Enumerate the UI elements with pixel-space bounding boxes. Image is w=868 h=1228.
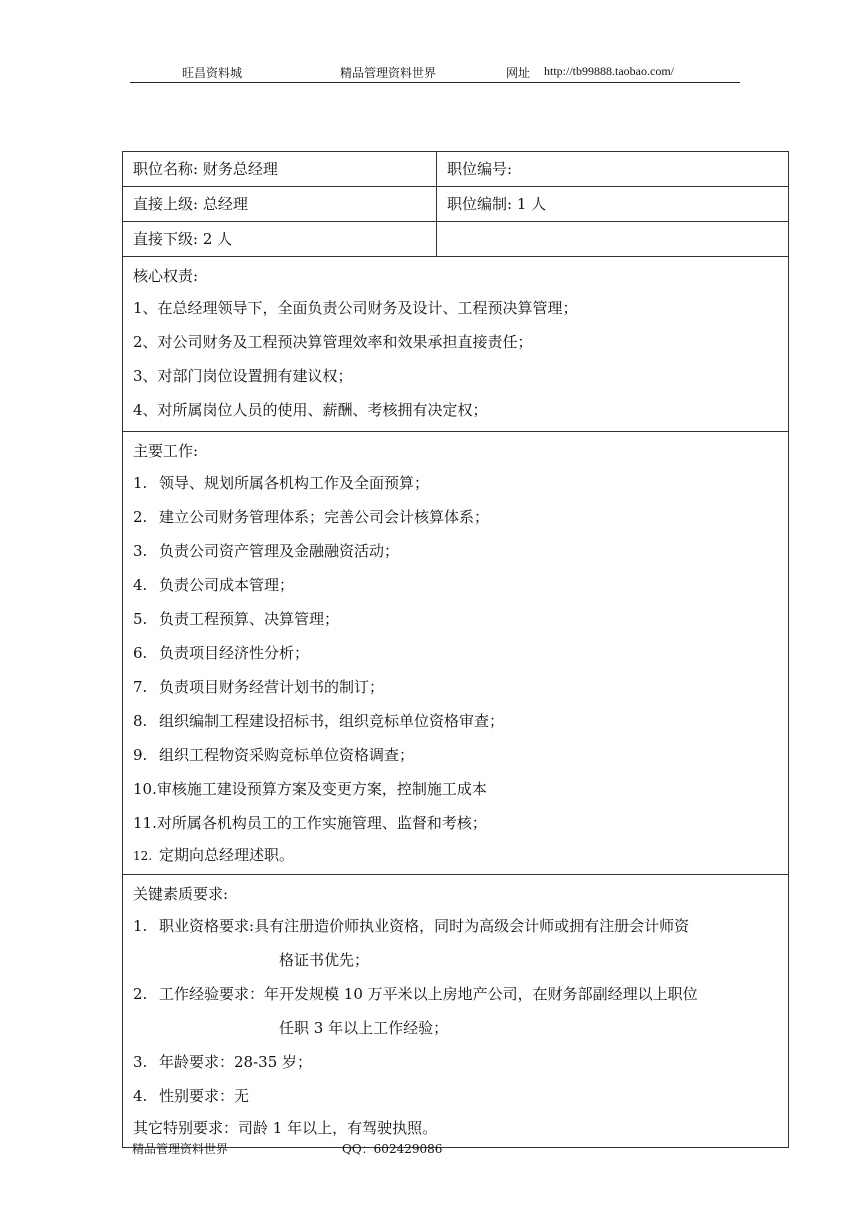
list-item (133, 602, 778, 636)
footer-collection-name: 精品管理资料世界 (132, 1142, 229, 1156)
list-item-text: 定期向总经理述职。 (159, 846, 295, 864)
table-row (123, 432, 789, 875)
requirement-item (133, 1079, 778, 1113)
table-row (123, 257, 789, 432)
requirement-number: 4. (133, 1087, 148, 1105)
list-item (133, 466, 778, 500)
header-url-label: 网址 (506, 66, 531, 80)
requirement-text: 具有注册造价师执业资格，同时为高级会计师或拥有注册会计师资 (254, 917, 690, 935)
list-item (133, 704, 778, 738)
requirement-line (133, 909, 778, 943)
requirement-item (133, 977, 778, 1045)
header-site-name: 旺昌资料城 (182, 66, 243, 80)
core-responsibilities-title: 核心权责: (133, 267, 199, 285)
list-item (133, 772, 778, 806)
requirement-item (133, 1045, 778, 1079)
requirement-label: 工作经验要求： (159, 985, 265, 1003)
empty-cell (437, 222, 789, 257)
list-item: 3、对部门岗位设置拥有建议权； (133, 367, 353, 385)
requirement-label: 职业资格要求: (159, 917, 255, 935)
list-item-number: 6. (133, 644, 148, 662)
main-work-title: 主要工作: (133, 442, 199, 460)
list-item-number: 5. (133, 610, 148, 628)
list-item (133, 534, 778, 568)
list-item-number: 2. (133, 508, 148, 526)
direct-subordinates-cell: 直接下级: 2 人 (123, 222, 437, 257)
requirement-label: 年龄要求： (159, 1053, 235, 1071)
list-item (133, 670, 778, 704)
requirement-label: 性别要求： (159, 1087, 235, 1105)
list-item: 1、在总经理领导下，全面负责公司财务及设计、工程预决算管理； (133, 299, 578, 317)
list-item: 4、对所属岗位人员的使用、薪酬、考核拥有决定权； (133, 401, 488, 419)
requirement-number: 2. (133, 985, 148, 1003)
list-item (133, 738, 778, 772)
list-item-text: 组织编制工程建设招标书，组织竞标单位资格审查； (159, 712, 505, 730)
list-item-text: 负责工程预算、决算管理； (159, 610, 340, 628)
requirement-number: 1. (133, 917, 148, 935)
list-item-text: 领导、规划所属各机构工作及全面预算； (159, 474, 430, 492)
list-item-number: 3. (133, 542, 148, 560)
list-item (133, 636, 778, 670)
list-item-text: 负责项目财务经营计划书的制订； (159, 678, 385, 696)
requirement-text: 28-35 岁； (234, 1053, 313, 1071)
list-item-number: 10. (133, 780, 157, 798)
list-item-text: 负责公司成本管理； (159, 576, 295, 594)
key-requirements-section (123, 875, 789, 1148)
direct-superior-cell: 直接上级: 总经理 (123, 187, 437, 222)
list-item-text: 审核施工建设预算方案及变更方案，控制施工成本 (156, 780, 487, 798)
list-item-number: 8. (133, 712, 148, 730)
list-item (133, 500, 778, 534)
header-collection-name: 精品管理资料世界 (340, 66, 437, 80)
list-item (133, 568, 778, 602)
job-description-table (122, 151, 789, 1148)
list-item (133, 840, 778, 870)
page-header (130, 60, 740, 83)
list-item-number: 1. (133, 474, 148, 492)
list-item-number: 9. (133, 746, 148, 764)
requirement-text: 无 (234, 1087, 250, 1105)
table-row (123, 875, 789, 1148)
table-row (123, 152, 789, 187)
list-item-number: 4. (133, 576, 148, 594)
requirement-item (133, 909, 778, 977)
requirement-number: 3. (133, 1053, 148, 1071)
list-item-number: 11. (133, 814, 157, 832)
table-row (123, 187, 789, 222)
list-item-text: 组织工程物资采购竞标单位资格调查； (159, 746, 415, 764)
other-requirements: 其它特别要求：司龄 1 年以上，有驾驶执照。 (133, 1119, 438, 1137)
requirement-text: 年开发规模 10 万平米以上房地产公司，在财务部副经理以上职位 (264, 985, 698, 1003)
headcount-cell: 职位编制: 1 人 (437, 187, 789, 222)
requirement-continuation: 格证书优先； (279, 951, 370, 969)
requirement-continuation: 任职 3 年以上工作经验； (279, 1019, 449, 1037)
list-item-text: 对所属各机构员工的工作实施管理、监督和考核； (156, 814, 487, 832)
header-url-link[interactable]: http://tb99888.taobao.com/ (544, 64, 674, 78)
list-item-text: 负责公司资产管理及金融融资活动； (159, 542, 400, 560)
requirement-line (133, 977, 778, 1011)
core-responsibilities-section (123, 257, 789, 432)
position-name-cell: 职位名称: 财务总经理 (123, 152, 437, 187)
position-code-cell: 职位编号: (437, 152, 789, 187)
list-item-number: 7. (133, 678, 148, 696)
page-footer (132, 1140, 443, 1157)
table-row (123, 222, 789, 257)
footer-qq: QQ：602429086 (342, 1142, 443, 1156)
list-item-text: 建立公司财务管理体系；完善公司会计核算体系； (159, 508, 490, 526)
main-work-section (123, 432, 789, 875)
list-item (133, 806, 778, 840)
key-requirements-title: 关键素质要求: (133, 885, 229, 903)
list-item-number: 12. (133, 849, 153, 863)
list-item-text: 负责项目经济性分析； (159, 644, 310, 662)
list-item: 2、对公司财务及工程预决算管理效率和效果承担直接责任； (133, 333, 533, 351)
